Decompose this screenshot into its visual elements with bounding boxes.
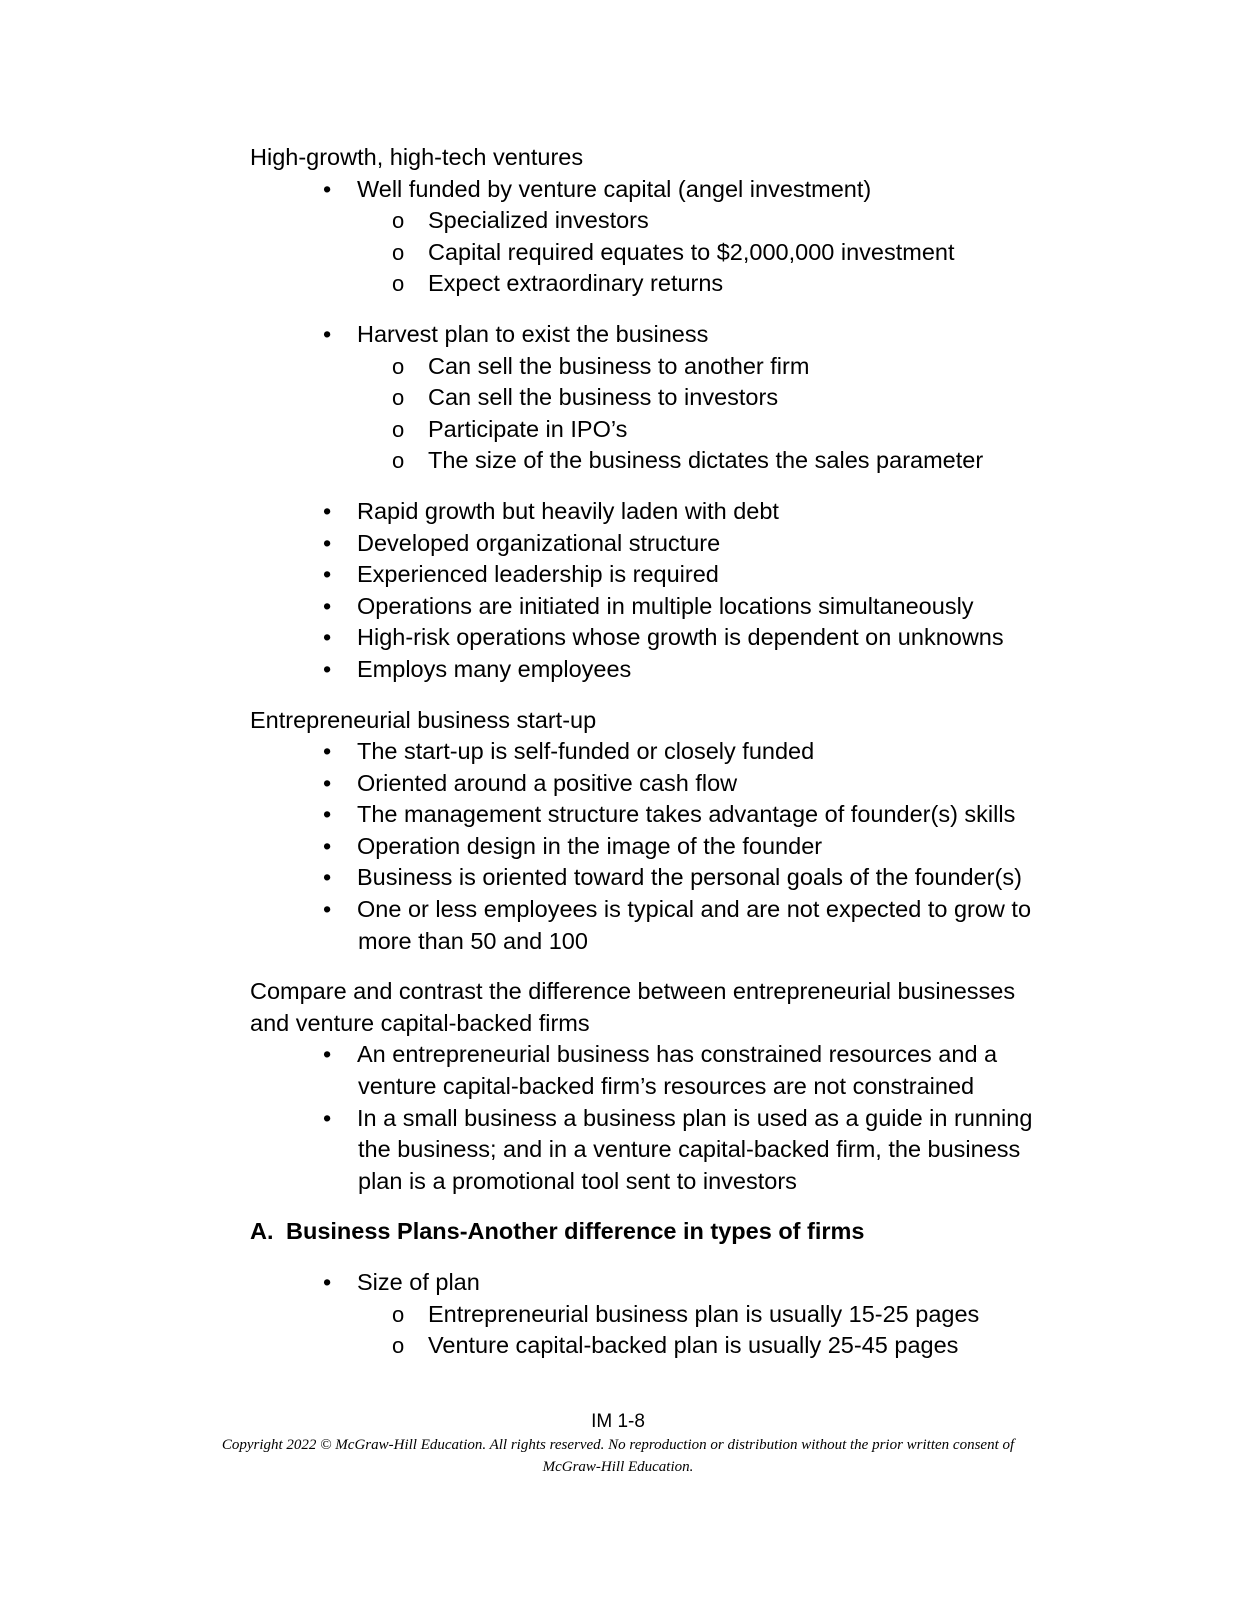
bullet-item-continuation: venture capital-backed firm’s resources are not constrained <box>358 1073 975 1100</box>
document-page <box>250 142 1050 1362</box>
bullet-icon: • <box>323 592 332 619</box>
section-heading-entrepreneurial: Entrepreneurial business start-up <box>250 706 597 733</box>
bullet-item: • Harvest plan to exist the business <box>250 319 1050 351</box>
bullet-icon: • <box>323 1104 332 1131</box>
page-footer <box>0 1410 1236 1478</box>
section-letter: A. <box>250 1218 274 1245</box>
sub-bullet-icon: o <box>392 353 405 379</box>
bullet-item: • Operations are initiated in multiple locations simultaneously <box>250 591 1050 623</box>
bullet-item: • In a small business a business plan is used as a guide in running <box>250 1103 1050 1135</box>
bullet-icon: • <box>323 561 332 588</box>
sub-bullet-item: o The size of the business dictates the sales parameter <box>250 445 1050 477</box>
sub-bullet-item: o Participate in IPO’s <box>250 414 1050 446</box>
bullet-item-continuation: the business; and in a venture capital-backed firm, the business <box>358 1136 1021 1163</box>
bullet-icon: • <box>323 864 332 891</box>
sub-bullet-icon: o <box>392 208 405 234</box>
bullet-icon: • <box>323 738 332 765</box>
bullet-item-continuation: plan is a promotional tool sent to investors <box>358 1167 797 1194</box>
bullet-item: • Size of plan <box>250 1267 1050 1299</box>
bullet-item: • Developed organizational structure <box>250 528 1050 560</box>
section-heading-compare-continuation: and venture capital-backed firms <box>250 1009 590 1036</box>
bullet-item: • The management structure takes advantage of founder(s) skills <box>250 799 1050 831</box>
sub-bullet-item: o Entrepreneurial business plan is usually 15-25 pages <box>250 1299 1050 1331</box>
sub-bullet-item: o Expect extraordinary returns <box>250 268 1050 300</box>
copyright-line: Copyright 2022 © McGraw-Hill Education. All rights reserved. No reproduction or distribution without the prior written consent of <box>221 1437 1015 1453</box>
sub-bullet-item: o Can sell the business to another firm <box>250 351 1050 383</box>
page-number: IM 1-8 <box>591 1411 645 1432</box>
sub-bullet-icon: o <box>392 271 405 297</box>
bullet-item: • Employs many employees <box>250 654 1050 686</box>
section-title-business-plans: A. Business Plans-Another difference in types of firms <box>250 1216 1050 1248</box>
section-heading-compare: Compare and contrast the difference between entrepreneurial businesses <box>250 978 1016 1005</box>
bullet-item: • An entrepreneurial business has constrained resources and a <box>250 1039 1050 1071</box>
bullet-item: • Oriented around a positive cash flow <box>250 768 1050 800</box>
copyright-line: McGraw-Hill Education. <box>542 1459 694 1475</box>
bullet-item: • One or less employees is typical and are not expected to grow to <box>250 894 1050 926</box>
sub-bullet-item: o Venture capital-backed plan is usually 25-45 pages <box>250 1330 1050 1362</box>
bullet-icon: • <box>323 801 332 828</box>
sub-bullet-icon: o <box>392 239 405 265</box>
sub-bullet-item: o Specialized investors <box>250 205 1050 237</box>
sub-bullet-icon: o <box>392 448 405 474</box>
sub-bullet-icon: o <box>392 385 405 411</box>
bullet-icon: • <box>323 655 332 682</box>
bullet-item: • Well funded by venture capital (angel investment) <box>250 174 1050 206</box>
bullet-icon: • <box>323 624 332 651</box>
bullet-icon: • <box>323 529 332 556</box>
bullet-icon: • <box>323 320 332 347</box>
sub-bullet-icon: o <box>392 416 405 442</box>
bullet-item: • Business is oriented toward the personal goals of the founder(s) <box>250 862 1050 894</box>
sub-bullet-icon: o <box>392 1301 405 1327</box>
bullet-item: • The start-up is self-funded or closely funded <box>250 736 1050 768</box>
bullet-icon: • <box>323 1269 332 1295</box>
bullet-item: • Rapid growth but heavily laden with debt <box>250 496 1050 528</box>
bullet-icon: • <box>323 896 332 923</box>
sub-bullet-item: o Can sell the business to investors <box>250 382 1050 414</box>
bullet-item: • Experienced leadership is required <box>250 559 1050 591</box>
section-heading-high-growth: High-growth, high-tech ventures <box>250 144 584 170</box>
bullet-icon: • <box>323 832 332 859</box>
bullet-item: • Operation design in the image of the founder <box>250 831 1050 863</box>
bullet-icon: • <box>323 497 332 524</box>
bullet-item-continuation: more than 50 and 100 <box>358 927 588 954</box>
bullet-item: • High-risk operations whose growth is dependent on unknowns <box>250 622 1050 654</box>
sub-bullet-icon: o <box>392 1333 405 1359</box>
bullet-icon: • <box>323 1041 332 1068</box>
bullet-icon: • <box>323 175 332 202</box>
bullet-icon: • <box>323 769 332 796</box>
sub-bullet-item: o Capital required equates to $2,000,000 investment <box>250 237 1050 269</box>
